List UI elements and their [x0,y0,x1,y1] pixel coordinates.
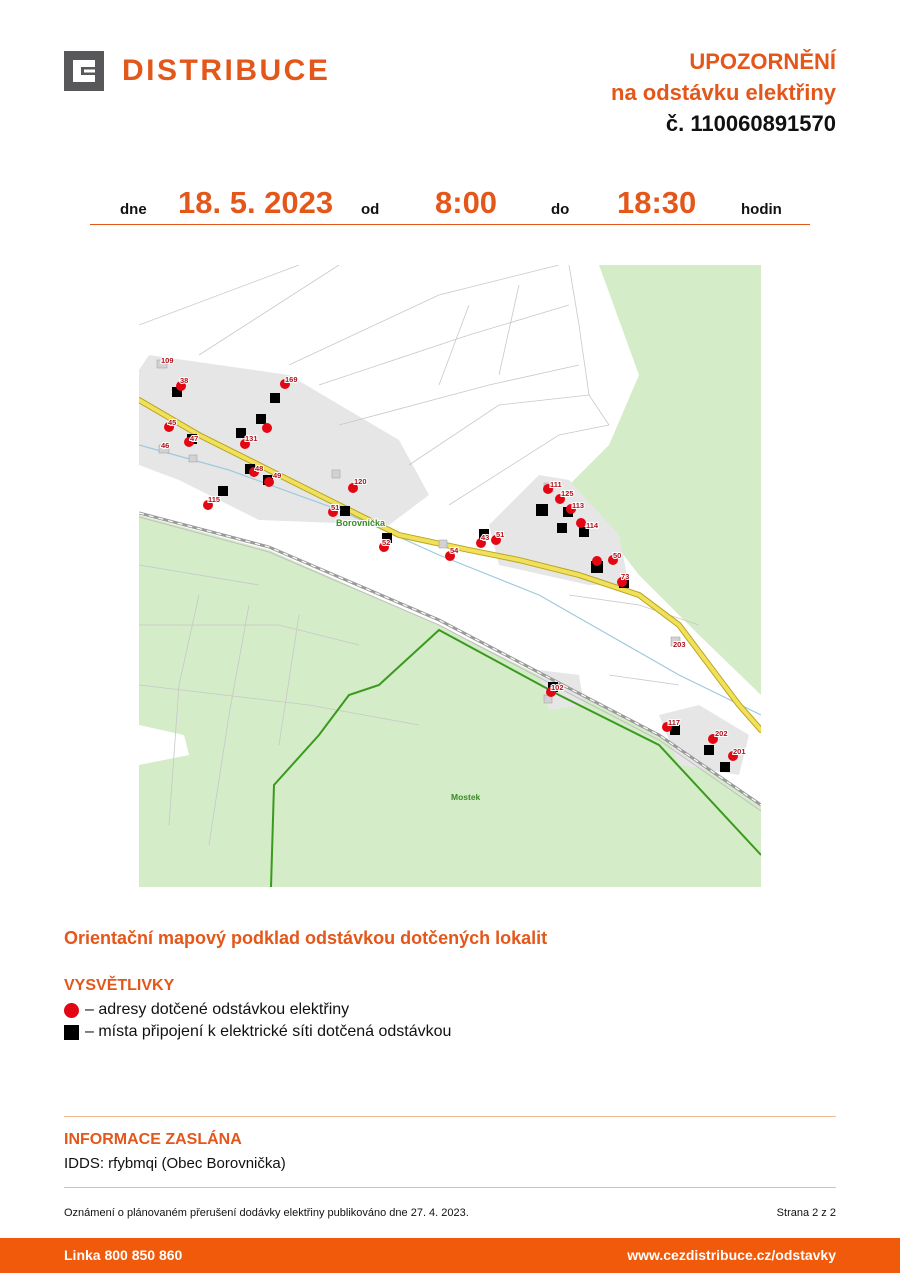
map-label-125: 125 [561,489,574,498]
divider [64,1116,836,1117]
map-label-102: 102 [551,683,564,692]
map-label-51a: 51 [331,503,340,512]
cez-logo-icon [64,51,104,91]
map-label-111: 111 [550,480,562,489]
map-label-113: 113 [572,501,585,510]
page-number: Strana 2 z 2 [776,1207,836,1219]
map-label-202: 202 [715,729,728,738]
outage-time-from: 8:00 [435,185,498,220]
map-area-label: Mostek [451,792,481,802]
map-label-169: 169 [285,375,298,384]
map-label-131: 131 [245,434,258,443]
info-text: IDDS: rfybmqi (Obec Borovnička) [64,1155,286,1172]
legend-title: VYSVĚTLIVKY [64,977,175,994]
map-label-38: 38 [180,376,189,385]
map-label-114: 114 [586,521,599,530]
publication-note: Oznámení o plánovaném přerušení dodávky elektřiny publikováno dne 27. 4. 2023. [64,1207,469,1219]
map-label-115: 115 [208,495,221,504]
map-label-45: 45 [168,418,177,427]
label-hours: hodin [741,201,782,218]
divider [64,1187,836,1188]
map-label-49: 49 [273,471,282,480]
label-from: od [361,201,380,218]
map-village-label: Borovnička [336,518,386,528]
map-label-48: 48 [255,464,264,473]
map-label-50: 50 [613,551,622,560]
outage-date: 18. 5. 2023 [178,185,334,220]
logo-text: DISTRIBUCE [122,54,331,87]
map-label-117: 117 [668,718,681,727]
map-label-109: 109 [161,356,174,365]
notice-number: č. 110060891570 [665,111,836,136]
map-label-73: 73 [621,572,630,581]
label-to: do [551,201,570,218]
map-label-51b: 51 [496,530,505,539]
map-label-54: 54 [450,546,459,555]
map-label-203: 203 [673,640,686,649]
outage-time-to: 18:30 [617,185,697,220]
black-square-icon [64,1025,79,1040]
legend-address-text: – adresy dotčené odstávkou elektřiny [85,1001,350,1018]
map-label-47: 47 [190,434,199,443]
legend-connection-text: – místa připojení k elektrické síti dotčená odstávkou [85,1023,452,1040]
footer-hotline: Linka 800 850 860 [64,1247,183,1263]
outage-map [139,265,761,887]
map-label-43: 43 [481,533,490,542]
map-label-201: 201 [733,747,746,756]
red-dot-icon [64,1003,79,1018]
notice-subtitle: na odstávku elektřiny [611,80,836,105]
footer-website-link[interactable]: www.cezdistribuce.cz/odstavky [627,1247,836,1263]
outage-dateline [90,180,810,225]
footer-bar [0,1238,900,1273]
map-label-120: 120 [354,477,367,486]
map-label-52: 52 [382,538,391,547]
info-title: INFORMACE ZASLÁNA [64,1131,242,1148]
notice-header [611,46,836,139]
cez-distribuce-logo [64,51,331,91]
notice-title: UPOZORNĚNÍ [689,49,836,74]
map-caption: Orientační mapový podklad odstávkou dotčených lokalit [64,928,548,948]
map-label-46: 46 [161,441,170,450]
label-date: dne [120,201,147,218]
